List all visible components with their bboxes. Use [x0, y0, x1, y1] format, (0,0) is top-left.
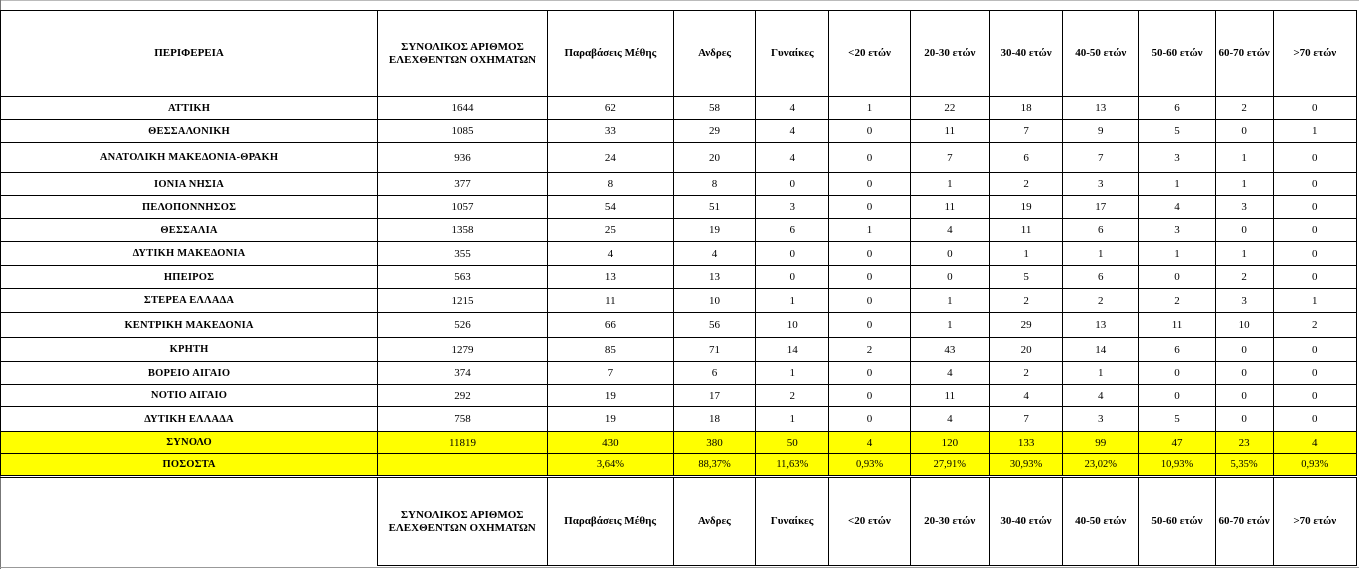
age-50-60-cell: 11: [1139, 313, 1215, 338]
age-50-60-cell: 5: [1139, 120, 1215, 143]
age-gt70-cell: 0: [1273, 338, 1356, 362]
total-row: [1, 432, 1357, 454]
total-cell: 1215: [378, 289, 548, 313]
age-lt20-cell: 0: [829, 196, 910, 219]
table-row: [1, 219, 1357, 242]
age-50-60-cell: 3: [1139, 219, 1215, 242]
age-60-70-cell: 1: [1215, 242, 1273, 266]
age-20-30-cell: 11: [910, 196, 989, 219]
top-border-line: [0, 0, 1359, 1]
age-20-30-cell: 0: [910, 242, 989, 266]
header-dui-violations: Παραβάσεις Μέθης: [547, 11, 673, 97]
region-cell: ΣΤΕΡΕΑ ΕΛΛΑΔΑ: [1, 289, 378, 313]
dui-cell: 24: [547, 143, 673, 173]
age-30-40-cell: 30,93%: [989, 454, 1062, 476]
age-lt20-cell: 0: [829, 385, 910, 407]
age-lt20-cell: 0: [829, 313, 910, 338]
dui-cell: 19: [547, 385, 673, 407]
age-lt20-cell: 0: [829, 266, 910, 289]
age-30-40-cell: 2: [989, 289, 1062, 313]
dui-cell: 8: [547, 173, 673, 196]
men-cell: 10: [673, 289, 755, 313]
age-50-60-cell: 10,93%: [1139, 454, 1215, 476]
header-age-50-60: 50-60 ετών: [1139, 11, 1215, 97]
total-cell: 563: [378, 266, 548, 289]
dui-cell: 33: [547, 120, 673, 143]
header-age-lt20: <20 ετών: [829, 11, 910, 97]
age-60-70-cell: 0: [1215, 385, 1273, 407]
age-50-60-cell: 47: [1139, 432, 1215, 454]
age-30-40-cell: 20: [989, 338, 1062, 362]
age-20-30-cell: 4: [910, 407, 989, 432]
region-cell: ΘΕΣΣΑΛΟΝΙΚΗ: [1, 120, 378, 143]
region-cell: ΗΠΕΙΡΟΣ: [1, 266, 378, 289]
women-cell: 0: [756, 173, 829, 196]
men-cell: 380: [673, 432, 755, 454]
age-40-50-cell: 2: [1063, 289, 1139, 313]
age-lt20-cell: 0: [829, 362, 910, 385]
age-20-30-cell: 1: [910, 173, 989, 196]
header-age-30-40: 30-40 ετών: [989, 478, 1062, 566]
age-60-70-cell: 23: [1215, 432, 1273, 454]
age-gt70-cell: 0: [1273, 407, 1356, 432]
women-cell: 11,63%: [756, 454, 829, 476]
percent-label-cell: ΠΟΣΟΣΤΑ: [1, 454, 378, 476]
header-age-60-70: 60-70 ετών: [1215, 478, 1273, 566]
age-lt20-cell: 0: [829, 120, 910, 143]
age-60-70-cell: 0: [1215, 362, 1273, 385]
age-40-50-cell: 6: [1063, 266, 1139, 289]
age-40-50-cell: 4: [1063, 385, 1139, 407]
men-cell: 6: [673, 362, 755, 385]
empty-header-cell: [0, 478, 377, 566]
dui-cell: 25: [547, 219, 673, 242]
age-60-70-cell: 2: [1215, 97, 1273, 120]
header-age-50-60: 50-60 ετών: [1139, 478, 1215, 566]
dui-cell: 11: [547, 289, 673, 313]
age-60-70-cell: 1: [1215, 173, 1273, 196]
age-40-50-cell: 13: [1063, 313, 1139, 338]
header-row: [1, 11, 1357, 97]
age-60-70-cell: 10: [1215, 313, 1273, 338]
percent-row: [1, 454, 1357, 476]
age-20-30-cell: 43: [910, 338, 989, 362]
table-row: [1, 407, 1357, 432]
header-men: Ανδρες: [673, 478, 755, 566]
men-cell: 4: [673, 242, 755, 266]
men-cell: 13: [673, 266, 755, 289]
age-20-30-cell: 11: [910, 120, 989, 143]
header-women: Γυναίκες: [756, 478, 829, 566]
women-cell: 3: [756, 196, 829, 219]
age-40-50-cell: 1: [1063, 242, 1139, 266]
age-40-50-cell: 13: [1063, 97, 1139, 120]
women-cell: 50: [756, 432, 829, 454]
total-cell: 526: [378, 313, 548, 338]
age-60-70-cell: 3: [1215, 196, 1273, 219]
dui-cell: 430: [547, 432, 673, 454]
age-30-40-cell: 5: [989, 266, 1062, 289]
region-cell: ΘΕΣΣΑΛΙΑ: [1, 219, 378, 242]
region-cell: ΑΝΑΤΟΛΙΚΗ ΜΑΚΕΔΟΝΙΑ-ΘΡΑΚΗ: [1, 143, 378, 173]
age-20-30-cell: 22: [910, 97, 989, 120]
dui-cell: 54: [547, 196, 673, 219]
women-cell: 1: [756, 362, 829, 385]
total-cell: 1644: [378, 97, 548, 120]
table-row: [1, 266, 1357, 289]
total-cell: 1279: [378, 338, 548, 362]
total-cell: [378, 454, 548, 476]
women-cell: 0: [756, 242, 829, 266]
age-40-50-cell: 6: [1063, 219, 1139, 242]
header-men: Ανδρες: [673, 11, 755, 97]
women-cell: 10: [756, 313, 829, 338]
age-gt70-cell: 0,93%: [1273, 454, 1356, 476]
age-gt70-cell: 0: [1273, 362, 1356, 385]
age-lt20-cell: 2: [829, 338, 910, 362]
header-age-lt20: <20 ετών: [829, 478, 910, 566]
age-gt70-cell: 0: [1273, 196, 1356, 219]
age-lt20-cell: 1: [829, 97, 910, 120]
table-row: [1, 385, 1357, 407]
header-age-40-50: 40-50 ετών: [1063, 11, 1139, 97]
age-50-60-cell: 2: [1139, 289, 1215, 313]
header-age-gt70: >70 ετών: [1273, 11, 1356, 97]
age-20-30-cell: 4: [910, 362, 989, 385]
dui-cell: 19: [547, 407, 673, 432]
age-gt70-cell: 0: [1273, 219, 1356, 242]
age-gt70-cell: 1: [1273, 120, 1356, 143]
header-age-20-30: 20-30 ετών: [910, 478, 989, 566]
header-age-30-40: 30-40 ετών: [989, 11, 1062, 97]
men-cell: 29: [673, 120, 755, 143]
age-30-40-cell: 11: [989, 219, 1062, 242]
header-age-40-50: 40-50 ετών: [1063, 478, 1139, 566]
age-lt20-cell: 0: [829, 289, 910, 313]
women-cell: 6: [756, 219, 829, 242]
age-50-60-cell: 0: [1139, 362, 1215, 385]
age-30-40-cell: 18: [989, 97, 1062, 120]
age-gt70-cell: 0: [1273, 242, 1356, 266]
men-cell: 19: [673, 219, 755, 242]
age-gt70-cell: 0: [1273, 385, 1356, 407]
age-60-70-cell: 0: [1215, 338, 1273, 362]
total-cell: 936: [378, 143, 548, 173]
region-cell: ΚΕΝΤΡΙΚΗ ΜΑΚΕΔΟΝΙΑ: [1, 313, 378, 338]
total-cell: 11819: [378, 432, 548, 454]
table-row: [1, 338, 1357, 362]
total-cell: 292: [378, 385, 548, 407]
men-cell: 56: [673, 313, 755, 338]
men-cell: 18: [673, 407, 755, 432]
total-cell: 374: [378, 362, 548, 385]
region-cell: ΔΥΤΙΚΗ ΕΛΛΑΔΑ: [1, 407, 378, 432]
table-row: [1, 143, 1357, 173]
women-cell: 0: [756, 266, 829, 289]
age-40-50-cell: 1: [1063, 362, 1139, 385]
age-40-50-cell: 9: [1063, 120, 1139, 143]
age-40-50-cell: 99: [1063, 432, 1139, 454]
table-row: [1, 362, 1357, 385]
men-cell: 20: [673, 143, 755, 173]
total-label-cell: ΣΥΝΟΛΟ: [1, 432, 378, 454]
header-age-gt70: >70 ετών: [1273, 478, 1356, 566]
men-cell: 8: [673, 173, 755, 196]
table-row: [1, 97, 1357, 120]
table-row: [1, 289, 1357, 313]
age-30-40-cell: 7: [989, 407, 1062, 432]
age-20-30-cell: 1: [910, 313, 989, 338]
header-age-60-70: 60-70 ετών: [1215, 11, 1273, 97]
men-cell: 88,37%: [673, 454, 755, 476]
age-60-70-cell: 0: [1215, 407, 1273, 432]
region-cell: ΙΟΝΙΑ ΝΗΣΙΑ: [1, 173, 378, 196]
age-gt70-cell: 1: [1273, 289, 1356, 313]
dui-statistics-table: [0, 10, 1357, 476]
region-cell: ΑΤΤΙΚΗ: [1, 97, 378, 120]
age-40-50-cell: 14: [1063, 338, 1139, 362]
age-60-70-cell: 0: [1215, 120, 1273, 143]
age-20-30-cell: 120: [910, 432, 989, 454]
total-cell: 1085: [378, 120, 548, 143]
header-total-checked: ΣΥΝΟΛΙΚΟΣ ΑΡΙΘΜΟΣ ΕΛΕΧΘΕΝΤΩΝ ΟΧΗΜΑΤΩΝ: [378, 11, 548, 97]
total-cell: 355: [378, 242, 548, 266]
age-20-30-cell: 7: [910, 143, 989, 173]
age-20-30-cell: 11: [910, 385, 989, 407]
age-40-50-cell: 3: [1063, 173, 1139, 196]
header-dui-violations: Παραβάσεις Μέθης: [547, 478, 673, 566]
header-total-checked: ΣΥΝΟΛΙΚΟΣ ΑΡΙΘΜΟΣ ΕΛΕΧΘΕΝΤΩΝ ΟΧΗΜΑΤΩΝ: [377, 478, 547, 566]
header-women: Γυναίκες: [756, 11, 829, 97]
age-20-30-cell: 4: [910, 219, 989, 242]
age-30-40-cell: 2: [989, 173, 1062, 196]
repeated-header-table: [0, 477, 1357, 566]
dui-cell: 7: [547, 362, 673, 385]
age-40-50-cell: 23,02%: [1063, 454, 1139, 476]
dui-cell: 66: [547, 313, 673, 338]
age-lt20-cell: 4: [829, 432, 910, 454]
header-region: ΠΕΡΙΦΕΡΕΙΑ: [1, 11, 378, 97]
table-row: [1, 242, 1357, 266]
age-lt20-cell: 0: [829, 407, 910, 432]
dui-cell: 4: [547, 242, 673, 266]
women-cell: 4: [756, 143, 829, 173]
age-30-40-cell: 19: [989, 196, 1062, 219]
table-row: [1, 313, 1357, 338]
age-50-60-cell: 1: [1139, 242, 1215, 266]
age-gt70-cell: 4: [1273, 432, 1356, 454]
age-20-30-cell: 27,91%: [910, 454, 989, 476]
header-age-20-30: 20-30 ετών: [910, 11, 989, 97]
age-20-30-cell: 1: [910, 289, 989, 313]
age-50-60-cell: 0: [1139, 385, 1215, 407]
age-lt20-cell: 1: [829, 219, 910, 242]
women-cell: 2: [756, 385, 829, 407]
region-cell: ΒΟΡΕΙΟ ΑΙΓΑΙΟ: [1, 362, 378, 385]
age-60-70-cell: 1: [1215, 143, 1273, 173]
age-30-40-cell: 133: [989, 432, 1062, 454]
dui-cell: 13: [547, 266, 673, 289]
total-cell: 377: [378, 173, 548, 196]
age-gt70-cell: 0: [1273, 266, 1356, 289]
repeated-header-row: [0, 478, 1357, 566]
age-30-40-cell: 6: [989, 143, 1062, 173]
dui-cell: 85: [547, 338, 673, 362]
age-60-70-cell: 0: [1215, 219, 1273, 242]
age-50-60-cell: 6: [1139, 338, 1215, 362]
age-gt70-cell: 0: [1273, 173, 1356, 196]
age-30-40-cell: 4: [989, 385, 1062, 407]
age-50-60-cell: 4: [1139, 196, 1215, 219]
age-60-70-cell: 3: [1215, 289, 1273, 313]
dui-cell: 62: [547, 97, 673, 120]
age-40-50-cell: 7: [1063, 143, 1139, 173]
age-gt70-cell: 0: [1273, 143, 1356, 173]
bottom-border-line: [0, 567, 1359, 568]
age-50-60-cell: 3: [1139, 143, 1215, 173]
total-cell: 1358: [378, 219, 548, 242]
age-50-60-cell: 6: [1139, 97, 1215, 120]
age-lt20-cell: 0,93%: [829, 454, 910, 476]
age-lt20-cell: 0: [829, 242, 910, 266]
age-40-50-cell: 17: [1063, 196, 1139, 219]
women-cell: 4: [756, 97, 829, 120]
women-cell: 1: [756, 407, 829, 432]
table-row: [1, 173, 1357, 196]
age-20-30-cell: 0: [910, 266, 989, 289]
region-cell: ΔΥΤΙΚΗ ΜΑΚΕΔΟΝΙΑ: [1, 242, 378, 266]
region-cell: ΠΕΛΟΠΟΝΝΗΣΟΣ: [1, 196, 378, 219]
total-cell: 758: [378, 407, 548, 432]
dui-cell: 3,64%: [547, 454, 673, 476]
men-cell: 58: [673, 97, 755, 120]
age-30-40-cell: 2: [989, 362, 1062, 385]
age-lt20-cell: 0: [829, 173, 910, 196]
region-cell: ΚΡΗΤΗ: [1, 338, 378, 362]
age-50-60-cell: 0: [1139, 266, 1215, 289]
age-30-40-cell: 1: [989, 242, 1062, 266]
age-60-70-cell: 2: [1215, 266, 1273, 289]
men-cell: 51: [673, 196, 755, 219]
table-row: [1, 196, 1357, 219]
age-60-70-cell: 5,35%: [1215, 454, 1273, 476]
age-30-40-cell: 29: [989, 313, 1062, 338]
women-cell: 14: [756, 338, 829, 362]
table-row: [1, 120, 1357, 143]
men-cell: 71: [673, 338, 755, 362]
total-cell: 1057: [378, 196, 548, 219]
region-cell: ΝΟΤΙΟ ΑΙΓΑΙΟ: [1, 385, 378, 407]
age-lt20-cell: 0: [829, 143, 910, 173]
age-40-50-cell: 3: [1063, 407, 1139, 432]
age-gt70-cell: 0: [1273, 97, 1356, 120]
men-cell: 17: [673, 385, 755, 407]
age-gt70-cell: 2: [1273, 313, 1356, 338]
age-50-60-cell: 5: [1139, 407, 1215, 432]
age-50-60-cell: 1: [1139, 173, 1215, 196]
age-30-40-cell: 7: [989, 120, 1062, 143]
women-cell: 1: [756, 289, 829, 313]
women-cell: 4: [756, 120, 829, 143]
